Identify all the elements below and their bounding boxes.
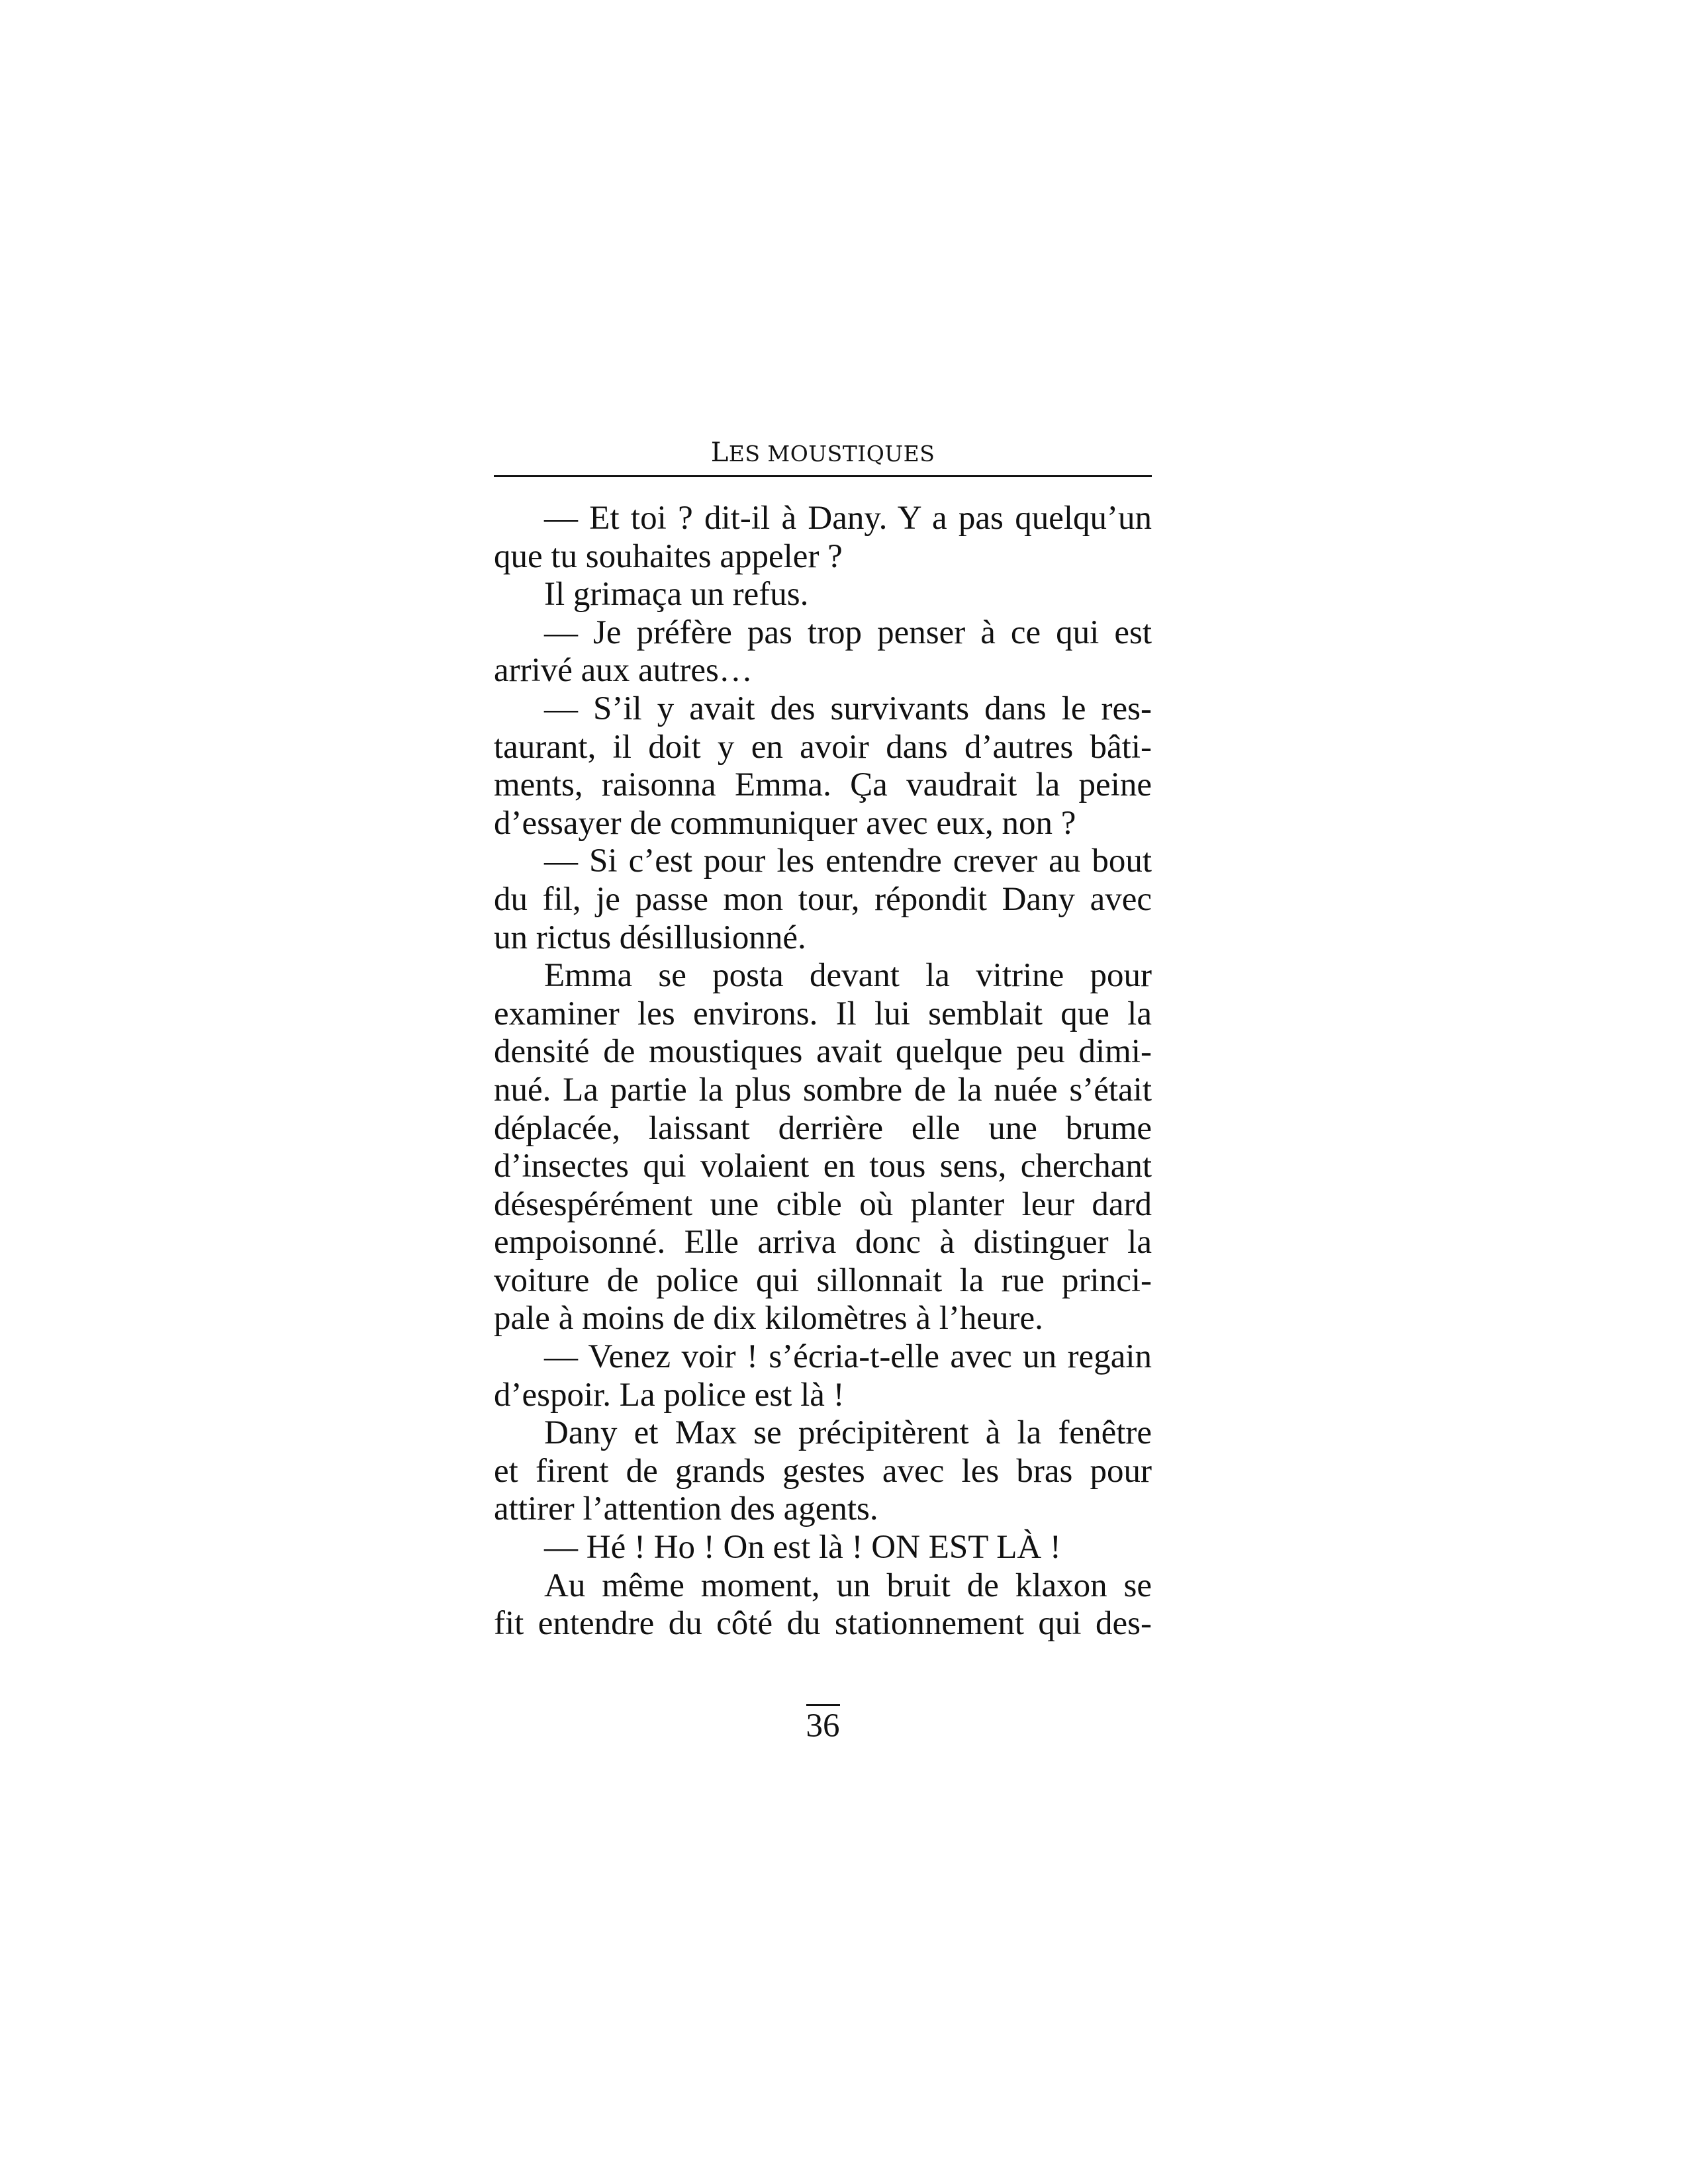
text-line: fit entendre du côté du stationnement qui des-	[494, 1605, 1152, 1643]
text-line: — Hé ! Ho ! On est là ! ON EST LÀ !	[544, 1529, 1061, 1567]
text-line: un rictus désillusionné.	[494, 919, 806, 956]
text-line: nué. La partie la plus sombre de la nuée s’était	[494, 1071, 1152, 1109]
body-text	[494, 500, 1152, 1643]
text-line: que tu souhaites appeler ?	[494, 537, 843, 575]
text-line: d’essayer de communiquer avec eux, non ?	[494, 804, 1076, 842]
text-line: arrivé aux autres…	[494, 652, 753, 690]
text-line: pale à moins de dix kilomètres à l’heure.	[494, 1300, 1043, 1338]
text-line: — Et toi ? dit-il à Dany. Y a pas quelqu’un	[544, 500, 1152, 537]
text-line: voiture de police qui sillonnait la rue princi-	[494, 1261, 1152, 1299]
text-line: — Je préfère pas trop penser à ce qui est	[544, 614, 1152, 651]
text-line: Au même moment, un bruit de klaxon se	[544, 1567, 1152, 1604]
text-line: empoisonné. Elle arriva donc à distinguer la	[494, 1224, 1152, 1261]
text-line: Emma se posta devant la vitrine pour	[544, 957, 1152, 995]
text-line: du fil, je passe mon tour, répondit Dany avec	[494, 880, 1152, 918]
text-line: déplacée, laissant derrière elle une brume	[494, 1109, 1152, 1147]
text-line: d’espoir. La police est là !	[494, 1376, 845, 1414]
text-line: ments, raisonna Emma. Ça vaudrait la peine	[494, 766, 1152, 804]
running-head	[494, 437, 1152, 471]
running-head-initial: L	[710, 437, 729, 468]
text-line: et firent de grands gestes avec les bras pour	[494, 1452, 1152, 1490]
text-line: — Si c’est pour les entendre crever au bout	[544, 842, 1152, 880]
text-line: — S’il y avait des survivants dans le res-	[544, 690, 1152, 727]
page-number	[494, 1704, 1152, 1745]
text-line: Il grimaça un refus.	[544, 576, 809, 614]
text-line: examiner les environs. Il lui semblait que la	[494, 995, 1152, 1032]
header-rule	[494, 475, 1152, 477]
text-line: attirer l’attention des agents.	[494, 1490, 878, 1528]
text-line: désespérément une cible où planter leur dard	[494, 1185, 1152, 1223]
page-number-value: 36	[806, 1704, 840, 1745]
text-line: d’insectes qui volaient en tous sens, cherchant	[494, 1148, 1152, 1185]
text-line: — Venez voir ! s’écria-t-elle avec un regain	[544, 1338, 1152, 1376]
text-line: Dany et Max se précipitèrent à la fenêtre	[544, 1414, 1152, 1452]
running-head-rest: ES MOUSTIQUES	[728, 441, 935, 467]
text-block	[494, 437, 1152, 1745]
text-line: densité de moustiques avait quelque peu dimi-	[494, 1033, 1152, 1071]
text-line: taurant, il doit y en avoir dans d’autres bâti-	[494, 728, 1152, 766]
